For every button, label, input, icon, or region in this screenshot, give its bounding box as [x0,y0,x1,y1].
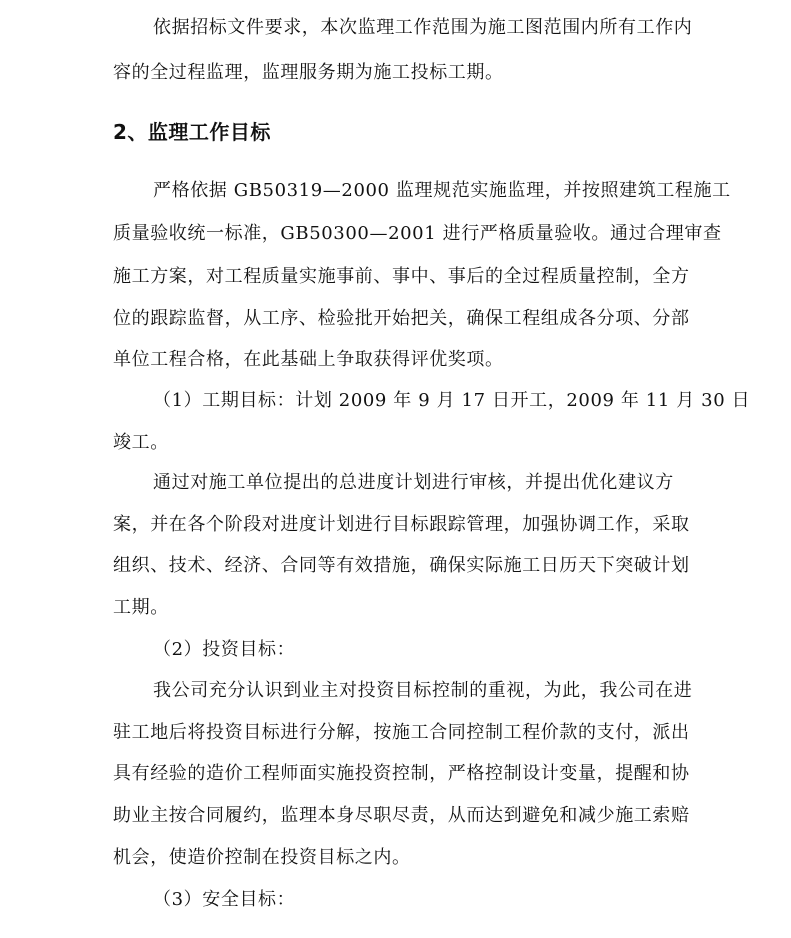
quality-line-2: 质量验收统一标准，GB50300—2001 进行严格质量验收。通过合理审查 [113,223,722,244]
investment-line-4: 助业主按合同履约，监理本身尽职尽责，从而达到避免和减少施工索赔 [113,805,690,826]
quality-line-5: 单位工程合格，在此基础上争取获得评优奖项。 [113,349,504,370]
section-heading: 2、监理工作目标 [113,120,271,144]
investment-heading: （2）投资目标： [153,639,296,660]
intro-line-1: 依据招标文件要求，本次监理工作范围为施工图范围内所有工作内 [153,17,693,38]
investment-line-3: 具有经验的造价工程师面实施投资控制，严格控制设计变量，提醒和协 [113,763,690,784]
schedule-detail-line-1: 通过对施工单位提出的总进度计划进行审核，并提出优化建议方 [153,472,674,493]
schedule-line-2: 竣工。 [113,432,169,453]
schedule-detail-line-2: 案，并在各个阶段对进度计划进行目标跟踪管理，加强协调工作，采取 [113,514,690,535]
quality-line-3: 施工方案，对工程质量实施事前、事中、事后的全过程质量控制，全方 [113,266,690,287]
quality-line-1: 严格依据 GB50319—2000 监理规范实施监理，并按照建筑工程施工 [153,180,731,201]
schedule-line-1: （1）工期目标：计划 2009 年 9 月 17 日开工，2009 年 11 月 30 日 [153,390,751,411]
quality-line-4: 位的跟踪监督，从工序、检验批开始把关，确保工程组成各分项、分部 [113,308,690,329]
schedule-detail-line-4: 工期。 [113,597,169,618]
investment-line-5: 机会，使造价控制在投资目标之内。 [113,847,411,868]
schedule-detail-line-3: 组织、技术、经济、合同等有效措施，确保实际施工日历天下突破计划 [113,555,690,576]
investment-line-1: 我公司充分认识到业主对投资目标控制的重视，为此，我公司在进 [153,680,693,701]
safety-heading: （3）安全目标： [153,889,296,910]
investment-line-2: 驻工地后将投资目标进行分解，按施工合同控制工程价款的支付，派出 [113,722,690,743]
intro-line-2: 容的全过程监理，监理服务期为施工投标工期。 [113,62,504,83]
